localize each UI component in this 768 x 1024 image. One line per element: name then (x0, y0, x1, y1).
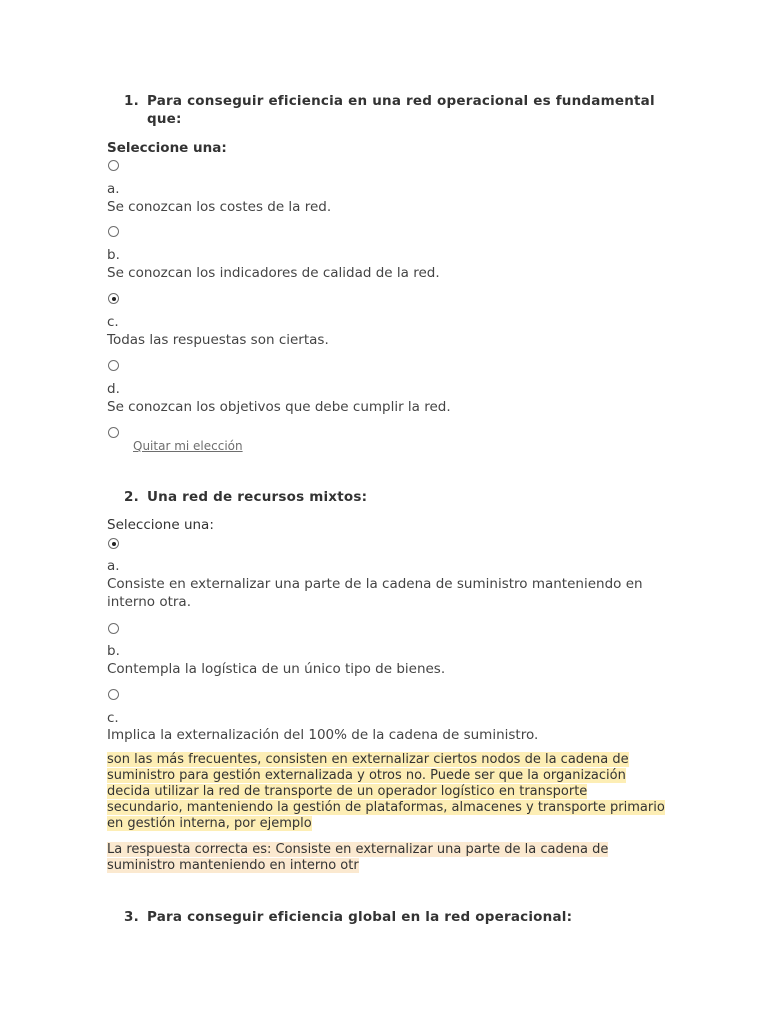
question-1-text: Para conseguir eficiencia en una red operacional es fundamental que: (147, 93, 655, 127)
q1-option-d-radio[interactable] (108, 360, 119, 371)
q1-option-b-radio[interactable] (108, 226, 119, 237)
question-3-text: Para conseguir eficiencia global en la red operacional: (147, 909, 573, 925)
q2-option-a-letter: a. (107, 558, 120, 574)
q2-option-c-radio[interactable] (108, 689, 119, 700)
right-answer-text: La respuesta correcta es: Consiste en externalizar una parte de la cadena de suministro manteniendo en interno otr (107, 842, 609, 873)
question-1-prompt: Seleccione una: (107, 140, 227, 156)
q2-option-b-text[interactable]: Contempla la logística de un único tipo de bienes. (107, 661, 446, 677)
q2-option-c-text[interactable]: Implica la externalización del 100% de la cadena de suministro. (107, 727, 539, 743)
q2-option-b-letter: b. (107, 643, 120, 659)
q1-option-b-text[interactable]: Se conozcan los indicadores de calidad de la red. (107, 265, 440, 281)
q2-option-a-text[interactable]: Consiste en externalizar una parte de la cadena de suministro manteniendo en interno otra. (107, 576, 643, 610)
q1-option-c-radio[interactable] (108, 293, 119, 304)
feedback-text: son las más frecuentes, consisten en externalizar ciertos nodos de la cadena de suministro para gestión externalizada y otros no. Puede ser que la organización decida utilizar la red de transporte de un operador logístico en transporte secundario, manteniendo la gestión de plataformas, almacenes y transporte primario en gestión interna, por ejemplo (107, 752, 665, 831)
q1-option-a-radio[interactable] (108, 160, 119, 171)
q1-option-d-text[interactable]: Se conozcan los objetivos que debe cumplir la red. (107, 399, 451, 415)
question-2-title (124, 488, 657, 506)
q1-clear-radio[interactable] (108, 427, 119, 438)
q1-option-c-text[interactable]: Todas las respuestas son ciertas. (107, 332, 329, 348)
q2-option-a-radio[interactable] (108, 538, 119, 549)
q1-option-a-letter: a. (107, 181, 120, 197)
q2-option-b-radio[interactable] (108, 623, 119, 634)
question-3-title (124, 908, 657, 926)
question-1-title (124, 92, 657, 128)
question-2-feedback (107, 752, 667, 832)
q1-option-a-text[interactable]: Se conozcan los costes de la red. (107, 199, 332, 215)
question-2-prompt: Seleccione una: (107, 517, 214, 533)
q2-option-c-letter: c. (107, 710, 119, 726)
question-1-number: 1. (124, 93, 139, 109)
clear-choice-link[interactable]: Quitar mi elección (133, 439, 243, 453)
question-3-number: 3. (124, 909, 139, 925)
q1-option-d-letter: d. (107, 381, 120, 397)
question-2-right-answer (107, 842, 667, 874)
q1-option-b-letter: b. (107, 247, 120, 263)
q1-option-c-letter: c. (107, 314, 119, 330)
question-2-number: 2. (124, 489, 139, 505)
question-2-text: Una red de recursos mixtos: (147, 489, 368, 505)
